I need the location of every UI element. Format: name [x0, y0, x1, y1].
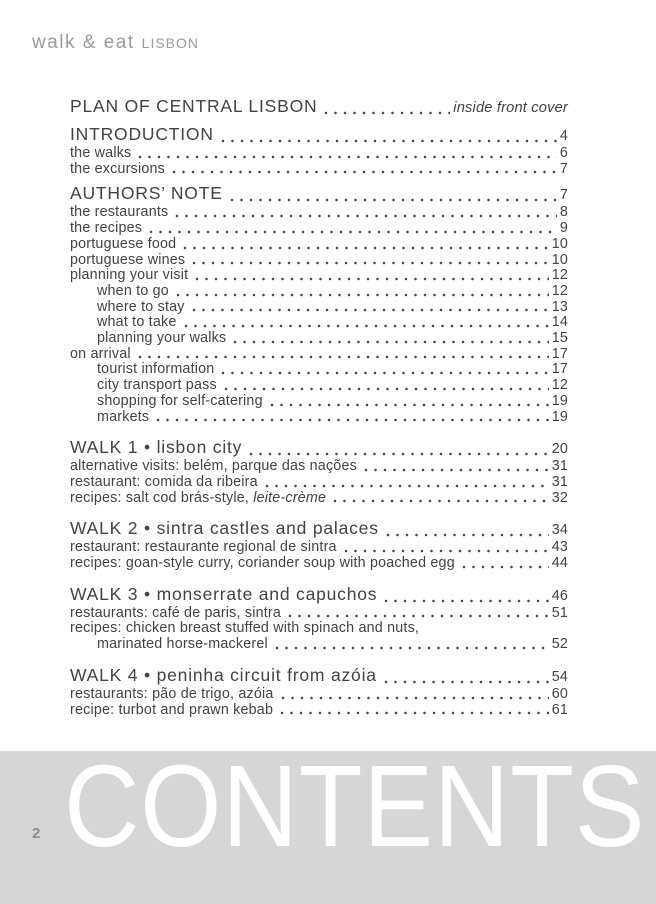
toc-entry-label [70, 703, 273, 719]
dotted-leader [275, 646, 549, 650]
toc-entry-text: recipes: salt cod brás-style, [70, 489, 254, 506]
toc-heading [70, 584, 568, 606]
toc-entry-label [70, 205, 168, 221]
dotted-leader [249, 452, 548, 456]
page-number: 32 [551, 489, 568, 506]
toc-heading [70, 518, 568, 540]
toc-entry-text: restaurants: café de paris, sintra [70, 604, 282, 621]
toc-entry-label [70, 146, 131, 162]
page-number: 60 [551, 685, 568, 702]
toc-entry [70, 162, 568, 178]
page-number: 51 [551, 604, 568, 621]
dotted-leader [138, 355, 549, 359]
toc-entry [70, 556, 568, 572]
toc-heading [70, 665, 568, 687]
dotted-leader [384, 680, 549, 684]
toc-entry-label [70, 621, 419, 637]
toc-entry-text: recipes: goan-style curry, coriander soup with poached egg [70, 555, 455, 572]
page-number: 10 [551, 235, 568, 252]
toc-entry-text: restaurant: restaurante regional de sintra [70, 539, 337, 556]
dotted-leader [280, 711, 549, 715]
page-number: 6 [559, 145, 568, 161]
toc-entry [70, 459, 568, 475]
toc-entry-label [70, 687, 274, 703]
page-number: 7 [559, 187, 568, 204]
toc-list [70, 90, 568, 718]
dotted-leader [462, 565, 549, 569]
running-head [32, 32, 199, 54]
toc-entry-label [70, 221, 142, 237]
toc-heading [70, 183, 568, 205]
toc-entry-text: the walks [70, 145, 132, 161]
dotted-leader [175, 214, 556, 218]
toc-entry-text: PLAN OF CENTRAL LISBON [70, 96, 318, 116]
page-number: 12 [551, 377, 568, 394]
toc-entry-text: planning your visit [70, 267, 189, 284]
toc-entry [70, 315, 568, 331]
toc-entry-label [70, 96, 317, 116]
contents-title: CONTENTS [64, 741, 646, 871]
toc-entry-label [97, 300, 185, 316]
page-number: inside front cover [453, 100, 568, 116]
dotted-leader [384, 599, 548, 603]
toc-entry-text: when to go [97, 282, 169, 299]
toc-entry-text: INTRODUCTION [70, 124, 214, 144]
toc-entry-label [70, 124, 214, 144]
toc-entry-text: AUTHORS’ NOTE [70, 183, 223, 204]
toc-entry-text: portuguese food [70, 235, 177, 252]
dotted-leader [149, 230, 557, 234]
toc-entry [70, 237, 568, 253]
toc-entry [70, 253, 568, 269]
toc-entry-text: tourist information [97, 361, 215, 378]
dotted-leader [386, 533, 549, 537]
toc-entry [70, 378, 568, 394]
dotted-leader [324, 111, 450, 115]
toc-entry-text: recipes: chicken breast stuffed with spinach and nuts, [70, 620, 420, 637]
toc-entry-label [70, 475, 258, 491]
toc-entry [70, 606, 568, 622]
page-number: 13 [551, 298, 568, 315]
dotted-leader [224, 387, 549, 391]
toc-entry [70, 394, 568, 410]
toc-entry [70, 205, 568, 221]
dotted-leader [172, 170, 557, 174]
page-number: 15 [551, 330, 568, 347]
toc-entry-label [97, 315, 177, 331]
toc-entry-label [70, 518, 379, 538]
toc-entry [70, 475, 568, 491]
page-number-folio: 2 [32, 825, 41, 842]
brand-city: LISBON [141, 35, 200, 51]
toc-entry-label [97, 410, 149, 426]
toc-entry [70, 362, 568, 378]
toc-entry-text: WALK 2 • sintra castles and palaces [70, 518, 379, 539]
page-number: 17 [551, 345, 568, 362]
dotted-leader [192, 308, 549, 312]
toc-entry [70, 540, 568, 556]
toc-entry-label [70, 253, 185, 269]
toc-entry-text: the recipes [70, 220, 143, 237]
toc-entry-label [70, 584, 377, 604]
toc-entry [70, 687, 568, 703]
toc-entry-text: shopping for self-catering [97, 392, 263, 409]
page-number: 31 [551, 473, 568, 490]
dotted-leader [333, 499, 549, 503]
toc-entry-label [70, 268, 188, 284]
toc-entry [70, 347, 568, 363]
toc-entry-text: restaurants: pão de trigo, azóia [70, 685, 274, 702]
toc-entry [70, 410, 568, 426]
page-number: 44 [551, 555, 568, 572]
page-number: 43 [551, 539, 568, 556]
toc-entry-label [70, 347, 131, 363]
page-number: 7 [559, 160, 568, 177]
toc-entry-label [70, 556, 455, 572]
toc-entry-label [70, 540, 337, 556]
page-number: 61 [551, 701, 568, 718]
page-number: 19 [551, 408, 568, 425]
toc-entry-text: planning your walks [97, 330, 227, 347]
toc-entry-label [97, 637, 268, 653]
toc-entry-text-italic: leite-crème [253, 489, 327, 506]
toc-entry-text: portuguese wines [70, 251, 186, 268]
toc-entry-label [70, 237, 176, 253]
toc-entry [70, 284, 568, 300]
toc-entry-label [70, 665, 377, 685]
toc-entry [70, 331, 568, 347]
toc-entry-label [70, 606, 281, 622]
dotted-leader [183, 246, 548, 250]
toc-entry-label [97, 378, 217, 394]
toc-entry-label [97, 284, 169, 300]
toc-heading [70, 437, 568, 459]
dotted-leader [156, 418, 548, 422]
toc-entry-text: WALK 1 • lisbon city [70, 437, 243, 458]
toc-entry-text: the excursions [70, 160, 165, 177]
dotted-leader [230, 198, 557, 202]
toc-entry-text: what to take [97, 314, 177, 331]
toc-heading [70, 96, 568, 118]
dotted-leader [221, 371, 548, 375]
toc-entry-label [70, 437, 242, 457]
toc-entry [70, 300, 568, 316]
toc-entry-text: on arrival [70, 345, 131, 362]
toc-entry-text: WALK 4 • peninha circuit from azóia [70, 664, 377, 685]
dotted-leader [184, 324, 549, 328]
dotted-leader [265, 484, 549, 488]
toc-entry-text: marinated horse-mackerel [97, 636, 268, 653]
page-number: 19 [551, 392, 568, 409]
page-number: 20 [551, 441, 568, 458]
page-number: 17 [551, 361, 568, 378]
toc-entry-text: alternative visits: belém, parque das nações [70, 458, 357, 475]
toc-entry [70, 491, 568, 507]
dotted-leader [192, 261, 548, 265]
dotted-leader [344, 549, 549, 553]
toc-entry-label [97, 394, 263, 410]
page-number: 52 [551, 636, 568, 653]
dotted-leader [270, 403, 549, 407]
toc-entry-text: markets [97, 408, 150, 425]
dotted-leader [138, 155, 556, 159]
toc-entry-label [70, 491, 326, 507]
toc-entry [70, 637, 568, 653]
page-number: 46 [551, 587, 568, 604]
toc-entry-label [97, 362, 214, 378]
page-number: 10 [551, 251, 568, 268]
toc-entry-text: where to stay [97, 298, 185, 315]
page-number: 31 [551, 458, 568, 475]
dotted-leader [195, 277, 548, 281]
toc-entry-text: recipe: turbot and prawn kebab [70, 701, 274, 718]
brand-title: walk & eat [32, 32, 135, 53]
dotted-leader [221, 139, 557, 143]
toc-entry-label [70, 183, 223, 203]
dotted-leader [176, 293, 549, 297]
toc-heading [70, 124, 568, 146]
toc-entry [70, 146, 568, 162]
page-number: 34 [551, 522, 568, 539]
toc-entry-text: WALK 3 • monserrate and capuchos [70, 583, 378, 604]
toc-entry-label [70, 459, 357, 475]
contents-banner [0, 741, 656, 904]
dotted-leader [233, 340, 548, 344]
page-number: 12 [551, 282, 568, 299]
page-number: 8 [559, 204, 568, 221]
dotted-leader [288, 614, 549, 618]
page-number: 4 [559, 128, 568, 144]
toc-entry-text: restaurant: comida da ribeira [70, 473, 258, 490]
page-number: 9 [559, 220, 568, 237]
toc-entry-label [97, 331, 226, 347]
toc-entry [70, 621, 568, 637]
toc-entry-label [70, 162, 165, 178]
dotted-leader [364, 468, 549, 472]
page-number: 14 [551, 314, 568, 331]
page-number: 54 [551, 668, 568, 685]
toc-entry-text: city transport pass [97, 377, 217, 394]
toc-entry [70, 268, 568, 284]
page-number: 12 [551, 267, 568, 284]
toc-entry [70, 221, 568, 237]
toc-entry-text: the restaurants [70, 204, 169, 221]
toc-entry [70, 703, 568, 719]
dotted-leader [281, 696, 549, 700]
